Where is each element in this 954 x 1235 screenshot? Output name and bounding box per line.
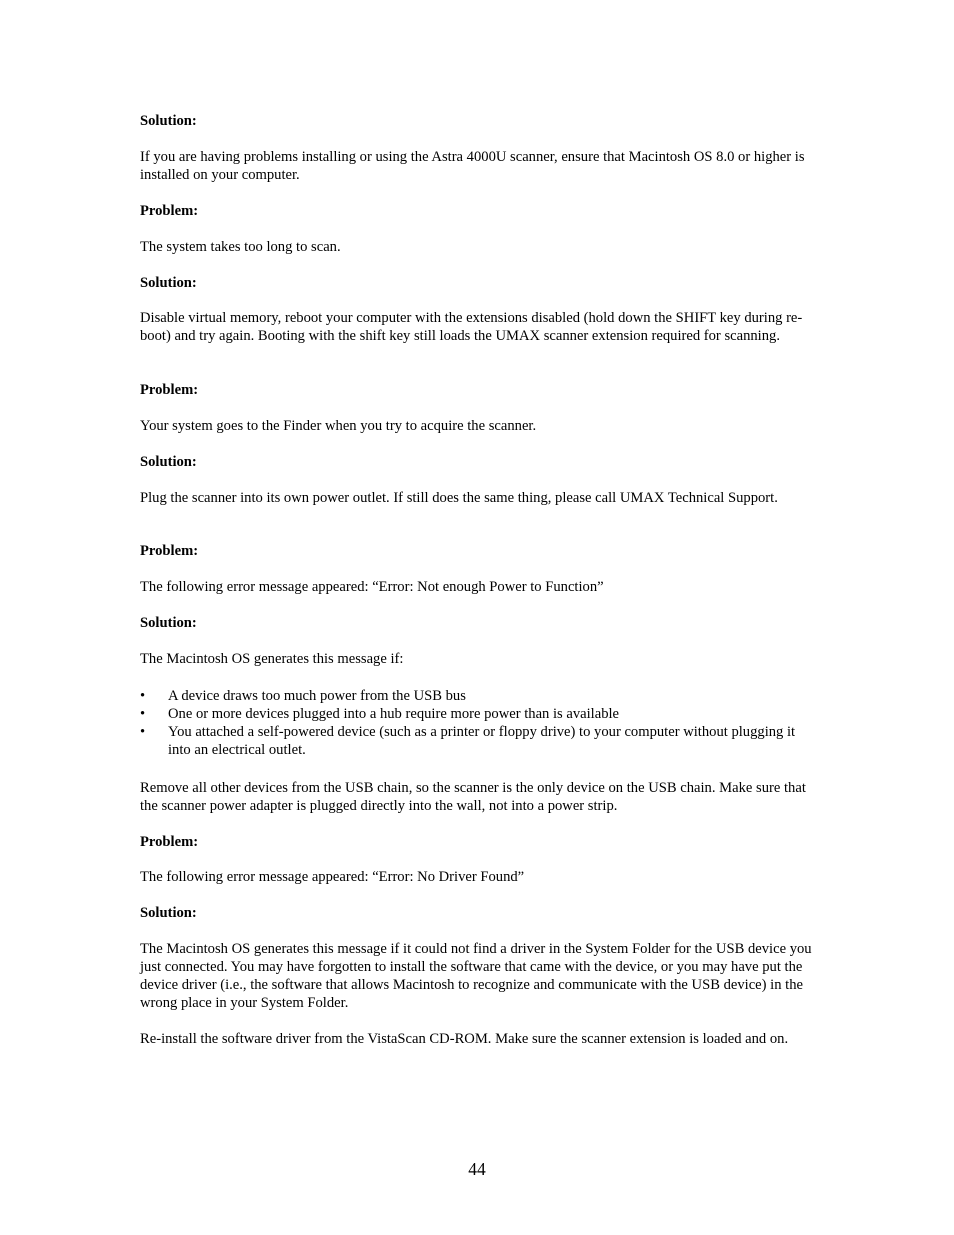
solution-heading: Solution: (140, 113, 197, 129)
list-item-text: You attached a self-powered device (such as a printer or floppy drive) to your computer without plugging it into an electrical outlet. (168, 724, 796, 758)
bullet-list (140, 687, 820, 759)
solution-heading: Solution: (140, 615, 197, 631)
solution-text: Re-install the software driver from the VistaScan CD-ROM. Make sure the scanner extension is loaded and on. (140, 1031, 789, 1047)
problem-text: The system takes too long to scan. (140, 239, 341, 255)
solution-heading: Solution: (140, 275, 197, 291)
problem-text: Your system goes to the Finder when you try to acquire the scanner. (140, 418, 537, 434)
problem-text: The following error message appeared: “Error: No Driver Found” (140, 869, 525, 885)
bullet-glyph: • (140, 724, 146, 740)
solution-heading: Solution: (140, 454, 197, 470)
solution-heading: Solution: (140, 905, 197, 921)
bullet-glyph: • (140, 688, 146, 704)
list-item (140, 687, 820, 705)
bullet-glyph: • (140, 706, 146, 722)
problem-heading: Problem: (140, 382, 199, 398)
problem-heading: Problem: (140, 543, 199, 559)
solution-text: Disable virtual memory, reboot your computer with the extensions disabled (hold down the SHIFT key during re-boot) and try again. Booting with the shift key still loads the UMAX scanner extension required for scanning. (140, 310, 803, 344)
solution-text: The Macintosh OS generates this message if: (140, 651, 404, 667)
problem-heading: Problem: (140, 203, 199, 219)
solution-text: The Macintosh OS generates this message if it could not find a driver in the System Folder for the USB device you just connected. You may have forgotten to install the software that came with the device, or you may have put the device driver (i.e., the software that allows Macintosh to recognize and communicate with the USB device) in the wrong place in your System Folder. (140, 941, 812, 1011)
page-number: 44 (468, 1159, 486, 1179)
list-item-text: One or more devices plugged into a hub require more power than is available (168, 706, 620, 722)
solution-text: Plug the scanner into its own power outlet. If still does the same thing, please call UMAX Technical Support. (140, 490, 778, 506)
problem-heading: Problem: (140, 834, 199, 850)
problem-text: The following error message appeared: “Error: Not enough Power to Function” (140, 579, 604, 595)
solution-text: Remove all other devices from the USB chain, so the scanner is the only device on the USB chain. Make sure that the scanner power adapter is plugged directly into the wall, not into a power strip. (140, 780, 806, 814)
list-item (140, 705, 820, 723)
list-item-text: A device draws too much power from the USB bus (168, 688, 466, 704)
list-item (140, 723, 820, 759)
solution-text: If you are having problems installing or using the Astra 4000U scanner, ensure that Macintosh OS 8.0 or higher is installed on your computer. (140, 149, 805, 183)
